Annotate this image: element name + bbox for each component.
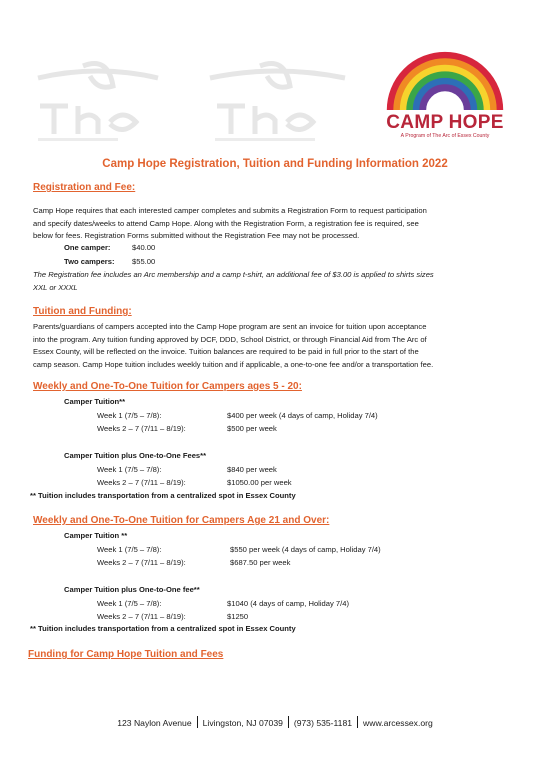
adult-group1-title: Camper Tuition ** (64, 531, 128, 540)
adult-group2-title: Camper Tuition plus One-to-One fee** (64, 585, 200, 594)
young-g2-label-1: Week 1 (7/5 – 7/8): (97, 465, 162, 474)
tuition-text (33, 321, 523, 371)
footer-divider (288, 716, 289, 728)
faint-arc-logo-left (28, 46, 168, 146)
young-group1-title: Camper Tuition** (64, 397, 126, 406)
text-line: Essex County, will be reflected on the invoice. Tuition balances are required to be paid in full prior to the start of the (33, 347, 419, 357)
registration-note (33, 269, 523, 294)
fee-label-two: Two campers: (64, 257, 115, 266)
young-g2-value-1: $840 per week (227, 465, 277, 474)
adult-g1-label-1: Week 1 (7/5 – 7/8): (97, 545, 162, 554)
young-g2-label-2: Weeks 2 – 7 (7/11 – 8/19): (97, 478, 186, 487)
young-g1-value-2: $500 per week (227, 424, 277, 433)
adult-g1-value-2: $687.50 per week (230, 558, 291, 567)
adult-g2-value-1: $1040 (4 days of camp, Holiday 7/4) (227, 599, 349, 608)
logo-title: CAMP HOPE (386, 112, 504, 133)
logo-tagline: A Program of The Arc of Essex County (400, 133, 490, 139)
text-line: into the program. Any tuition funding approved by DCF, DDD, School District, or through Financial Aid from The Arc of (33, 334, 427, 344)
fee-value-two: $55.00 (132, 257, 156, 266)
page-title: Camp Hope Registration, Tuition and Funding Information 2022 (102, 158, 448, 170)
adult-g2-value-2: $1250 (227, 612, 249, 621)
rainbow-icon (385, 42, 505, 114)
text-line: The Registration fee includes an Arc membership and a camp t-shirt, an additional fee of $3.00 is applied to shirts sizes (33, 270, 434, 279)
fee-label-one: One camper: (64, 243, 111, 252)
text-line: XXL or XXXL (33, 282, 78, 292)
young-group2-title: Camper Tuition plus One-to-One Fees** (64, 451, 207, 460)
adult-g2-label-1: Week 1 (7/5 – 7/8): (97, 599, 162, 608)
footer-city: Livingston, NJ 07039 (202, 718, 283, 728)
adult-tuition-heading: Weekly and One-To-One Tuition for Campers Age 21 and Over: (33, 515, 330, 526)
registration-heading: Registration and Fee: (33, 182, 136, 193)
footer-divider (197, 716, 198, 728)
young-g1-label-2: Weeks 2 – 7 (7/11 – 8/19): (97, 424, 186, 433)
text-line: camp season. Camp Hope tuition includes weekly tuition and if applicable, a one-to-one fee and/or a transportation fee. (33, 359, 434, 369)
young-g1-value-1: $400 per week (4 days of camp, Holiday 7/4) (227, 411, 378, 420)
rainbow-band (423, 88, 468, 110)
registration-text (33, 205, 523, 243)
adult-g1-value-1: $550 per week (4 days of camp, Holiday 7/4) (230, 545, 381, 554)
funding-heading: Funding for Camp Hope Tuition and Fees (28, 649, 224, 660)
camp-hope-logo (385, 42, 505, 142)
adult-note: ** Tuition includes transportation from a centralized spot in Essex County (30, 624, 296, 633)
footer-address: 123 Naylon Avenue (117, 718, 192, 728)
footer-website-link[interactable]: www.arcessex.org (363, 718, 433, 728)
young-g2-value-2: $1050.00 per week (227, 478, 292, 487)
adult-g1-label-2: Weeks 2 – 7 (7/11 – 8/19): (97, 558, 186, 567)
footer (0, 716, 550, 728)
footer-divider (357, 716, 358, 728)
text-line: and specify dates/weeks to attend Camp Hope. Along with the Registration Form, a registration fee is required, see (33, 218, 419, 228)
tuition-heading: Tuition and Funding: (33, 306, 132, 317)
footer-phone: (973) 535-1181 (293, 718, 353, 728)
text-line: below for fees. Registration Forms submitted without the Registration Fee may not be processed. (33, 231, 360, 241)
adult-g2-label-2: Weeks 2 – 7 (7/11 – 8/19): (97, 612, 186, 621)
young-g1-label-1: Week 1 (7/5 – 7/8): (97, 411, 162, 420)
text-line: Camp Hope requires that each interested camper completes and submits a Registration Form to request participation (33, 206, 427, 215)
faint-arc-logo-middle (205, 46, 355, 146)
text-line: Parents/guardians of campers accepted into the Camp Hope program are sent an invoice for tuition upon acceptance (33, 322, 427, 331)
young-tuition-heading: Weekly and One-To-One Tuition for Campers ages 5 - 20: (33, 381, 302, 392)
fee-value-one: $40.00 (132, 243, 156, 252)
young-note: ** Tuition includes transportation from a centralized spot in Essex County (30, 491, 296, 500)
